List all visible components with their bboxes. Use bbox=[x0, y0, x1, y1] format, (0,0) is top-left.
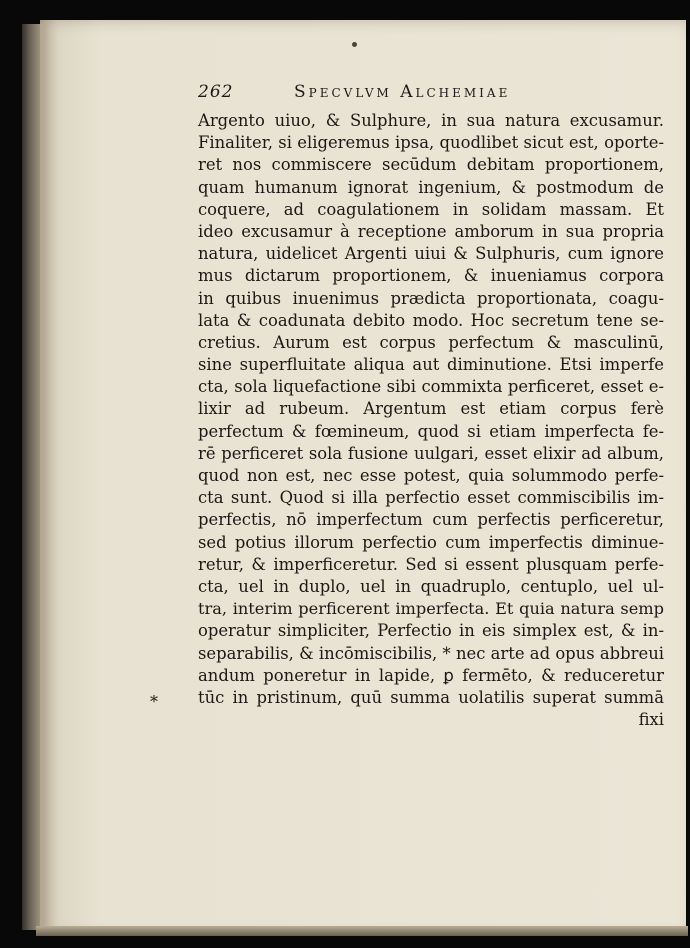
text-line: lata & coadunata debito modo. Hoc secretum tene se- bbox=[198, 310, 664, 330]
page-header bbox=[198, 82, 668, 108]
text-line: mus dictarum proportionem, & inueniamus corpora bbox=[198, 266, 664, 286]
text-line: coquere, ad coagulationem in solidam massam. Et bbox=[198, 199, 664, 219]
text-line: quam humanum ignorat ingenium, & postmodum de bbox=[198, 177, 664, 197]
text-line: cta, sola liquefactione sibi commixta perficeret, esset e- bbox=[198, 377, 664, 397]
text-line: lixir ad rubeum. Argentum est etiam corpus ferè bbox=[198, 399, 664, 419]
text-line: quod non est, nec esse potest, quia solummodo perfe- bbox=[198, 466, 664, 485]
running-head: Specvlvm Alchemiae bbox=[294, 82, 511, 102]
text-line: tūc in pristinum, quū summa uolatilis superat summā bbox=[198, 687, 664, 707]
text-line: cta, uel in duplo, uel in quadruplo, centuplo, uel ul- bbox=[198, 576, 664, 596]
catchword: fixi bbox=[638, 710, 664, 730]
text-line: tra, interim perficerent imperfecta. Et quia natura semp bbox=[198, 599, 664, 619]
text-line: andum poneretur in lapide, ꝑ fermēto, & reduceretur bbox=[198, 665, 664, 685]
text-line: in quibus inuenimus prædicta proportionata, coagu- bbox=[198, 288, 664, 308]
text-line: retur, & imperficeretur. Sed si essent plusquam perfe- bbox=[198, 554, 664, 574]
text-line: sed potius illorum perfectio cum imperfectis diminue- bbox=[198, 532, 664, 552]
text-line: perfectum & fœmineum, quod si etiam imperfecta fe- bbox=[198, 421, 664, 441]
text-line: sine superfluitate aliqua aut diminutione. Etsi imperfe bbox=[198, 355, 664, 375]
page-number: 262 bbox=[198, 82, 234, 102]
text-line: rē perficeret sola fusione uulgari, esset elixir ad album, bbox=[198, 443, 664, 463]
text-line: Argento uiuo, & Sulphure, in sua natura excusamur. bbox=[198, 111, 664, 130]
binding-gutter bbox=[22, 24, 48, 930]
text-line: natura, uidelicet Argenti uiui & Sulphuris, cum ignore bbox=[198, 244, 664, 264]
text-line: operatur simpliciter, Perfectio in eis simplex est, & in- bbox=[198, 621, 664, 641]
text-line: ret nos commiscere secūdum debitam proportionem, bbox=[198, 155, 664, 175]
ink-dot bbox=[352, 42, 357, 47]
text-line: cretius. Aurum est corpus perfectum & masculinū, bbox=[198, 332, 664, 352]
text-line: separabilis, & incōmiscibilis, * nec arte ad opus abbreui bbox=[198, 643, 664, 663]
margin-asterisk: * bbox=[150, 692, 158, 711]
text-line: cta sunt. Quod si illa perfectio esset commiscibilis im- bbox=[198, 488, 664, 508]
text-line: perfectis, nō imperfectum cum perfectis perficeretur, bbox=[198, 510, 664, 530]
page-edge bbox=[36, 926, 688, 936]
body-text bbox=[198, 110, 664, 731]
text-line: Finaliter, si eligeremus ipsa, quodlibet sicut est, oporte- bbox=[198, 133, 664, 153]
text-line: ideo excusamur à receptione amborum in sua propria bbox=[198, 221, 664, 241]
